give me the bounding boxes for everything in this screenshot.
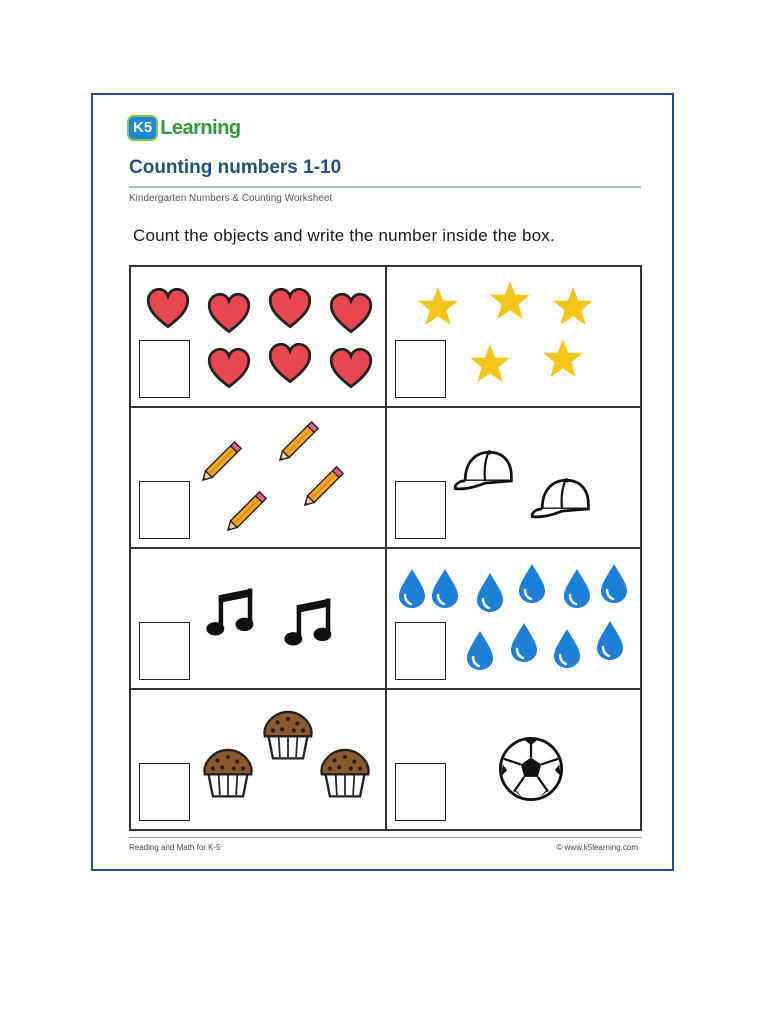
cell-stars — [386, 266, 642, 407]
cap-icon — [529, 466, 595, 537]
muffin-icon — [199, 743, 257, 806]
water-drop-icon — [595, 619, 625, 666]
star-icon — [542, 337, 584, 384]
star-icon — [469, 342, 511, 389]
cell-muffins — [130, 689, 386, 830]
water-drop-icon — [517, 562, 547, 609]
footer-divider — [129, 837, 642, 838]
cell-caps — [386, 407, 642, 548]
heart-icon — [329, 347, 373, 396]
heart-icon — [146, 287, 190, 336]
answer-box[interactable] — [395, 340, 446, 398]
answer-box[interactable] — [395, 622, 446, 680]
page-subtitle: Kindergarten Numbers & Counting Worksheet — [129, 193, 333, 204]
muffin-icon — [259, 705, 317, 768]
water-drop-icon — [562, 567, 592, 614]
title-divider — [129, 186, 641, 188]
page-title: Counting numbers 1-10 — [129, 157, 342, 178]
answer-box[interactable] — [139, 622, 190, 680]
star-icon — [417, 285, 459, 332]
soccer-ball-icon — [497, 735, 565, 808]
cap-icon — [452, 438, 518, 509]
water-drop-icon — [475, 571, 505, 618]
cell-pencils — [130, 407, 386, 548]
cell-music-notes — [130, 548, 386, 689]
pencil-icon — [219, 483, 275, 544]
water-drop-icon — [599, 562, 629, 609]
answer-box[interactable] — [139, 481, 190, 539]
water-drop-icon — [465, 629, 495, 676]
logo-word: Learning — [160, 116, 241, 139]
music-note-icon — [203, 584, 259, 645]
heart-icon — [207, 347, 251, 396]
cell-soccer-ball — [386, 689, 642, 830]
heart-icon — [329, 292, 373, 341]
muffin-icon — [316, 743, 374, 806]
heart-icon — [207, 292, 251, 341]
footer-tagline: Reading and Math for K-5 — [129, 843, 221, 852]
cell-water-drops — [386, 548, 642, 689]
water-drop-icon — [397, 567, 427, 614]
k5-learning-logo — [127, 113, 241, 143]
music-note-icon — [281, 594, 337, 655]
cell-hearts — [130, 266, 386, 407]
logo-badge: K5 — [127, 115, 158, 141]
answer-box[interactable] — [395, 481, 446, 539]
worksheet-page — [91, 93, 674, 871]
pencil-icon — [296, 458, 352, 519]
answer-box[interactable] — [139, 340, 190, 398]
star-icon — [552, 285, 594, 332]
water-drop-icon — [430, 567, 460, 614]
heart-icon — [268, 342, 312, 391]
answer-box[interactable] — [139, 763, 190, 821]
heart-icon — [268, 287, 312, 336]
star-icon — [489, 279, 531, 326]
counting-grid — [129, 265, 642, 831]
water-drop-icon — [552, 627, 582, 674]
answer-box[interactable] — [395, 763, 446, 821]
water-drop-icon — [509, 621, 539, 668]
footer-copyright: © www.k5learning.com — [556, 843, 638, 852]
instruction-text: Count the objects and write the number inside the box. — [133, 226, 555, 245]
